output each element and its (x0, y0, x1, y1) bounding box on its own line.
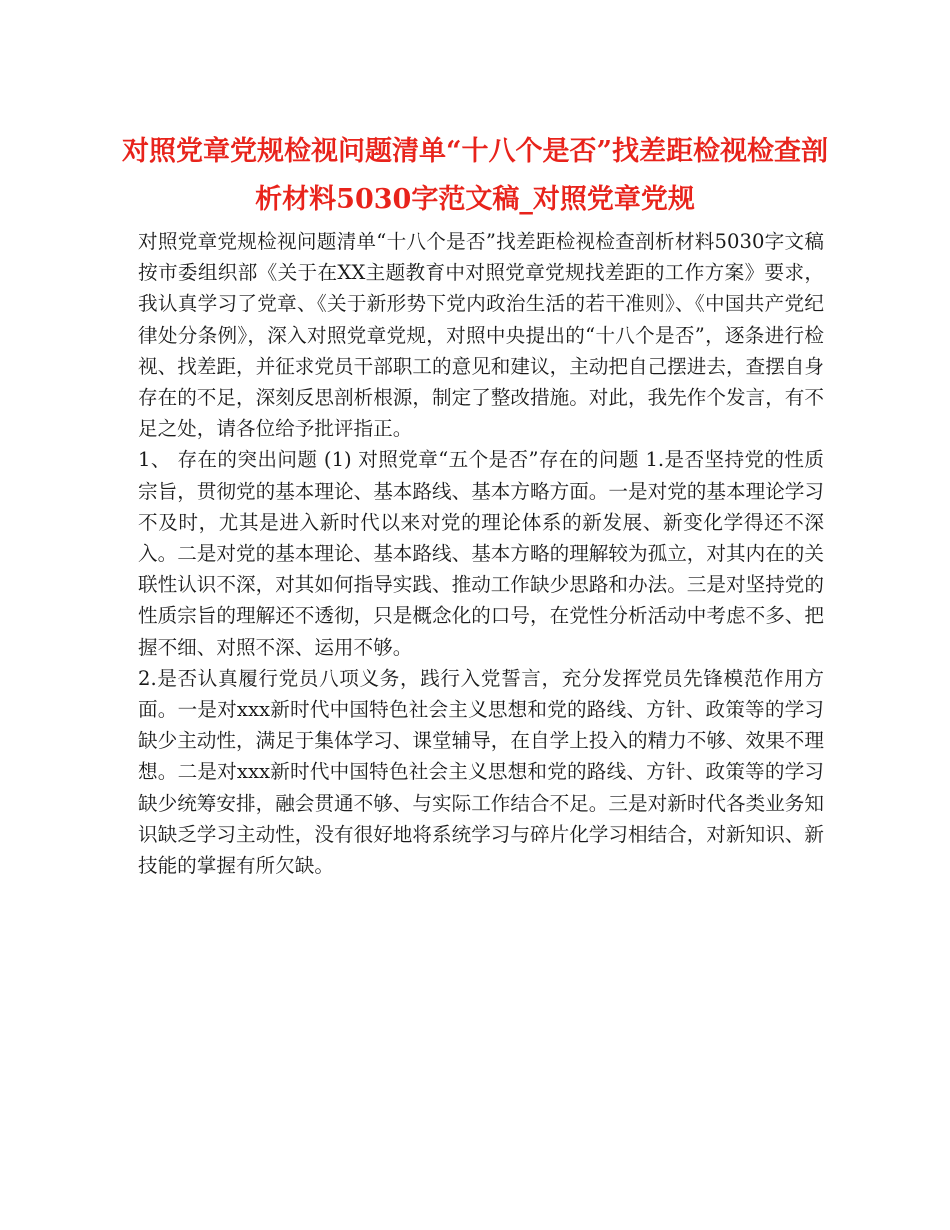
paragraph-item-2: 2.是否认真履行党员八项义务，践行入党誓言，充分发挥党员先锋模范作用方面。一是对xxx新时代中国特色社会主义思想和党的路线、方针、政策等的学习缺少主动性，满足于集体学习、课堂辅导，在自学上投入的精力不够、效果不理想。二是对xxx新时代中国特色社会主义思想和党的路线、方针、政策等的学习缺少统筹安排，融会贯通不够、与实际工作结合不足。三是对新时代各类业务知识缺乏学习主动性，没有很好地将系统学习与碎片化学习相结合，对新知识、新技能的掌握有所欠缺。 (138, 666, 824, 878)
paragraph-section-1: 1、 存在的突出问题 (1) 对照党章“五个是否”存在的问题 1.是否坚持党的性质宗旨，贯彻党的基本理论、基本路线、基本方略方面。一是对党的基本理论学习不及时，尤其是进入新时代以来对党的理论体系的新发展、新变化学得还不深入。二是对党的基本理论、基本路线、基本方略的理解较为孤立，对其内在的关联性认识不深，对其如何指导实践、推动工作缺少思路和办法。三是对坚持党的性质宗旨的理解还不透彻，只是概念化的口号，在党性分析活动中考虑不多、把握不细、对照不深、运用不够。 (138, 448, 824, 659)
document-title: 对照党章党规检视问题清单“十八个是否”找差距检视检查剖析材料5030字范文稿_对照党章党规 (121, 136, 829, 215)
document-body (138, 226, 824, 881)
paragraph-intro: 对照党章党规检视问题清单“十八个是否”找差距检视检查剖析材料5030字文稿 按市委组织部《关于在XX主题教育中对照党章党规找差距的工作方案》要求，我认真学习了党章、《关于新形势下党内政治生活的若干准则》、《中国共产党纪律处分条例》，深入对照党章党规，对照中央提出的“十八个是否”，逐条进行检视、找差距，并征求党员干部职工的意见和建议，主动把自己摆进去，查摆自身存在的不足，深刻反思剖析根源，制定了整改措施。对此，我先作个发言，有不足之处，请各位给予批评指正。 (138, 230, 824, 441)
